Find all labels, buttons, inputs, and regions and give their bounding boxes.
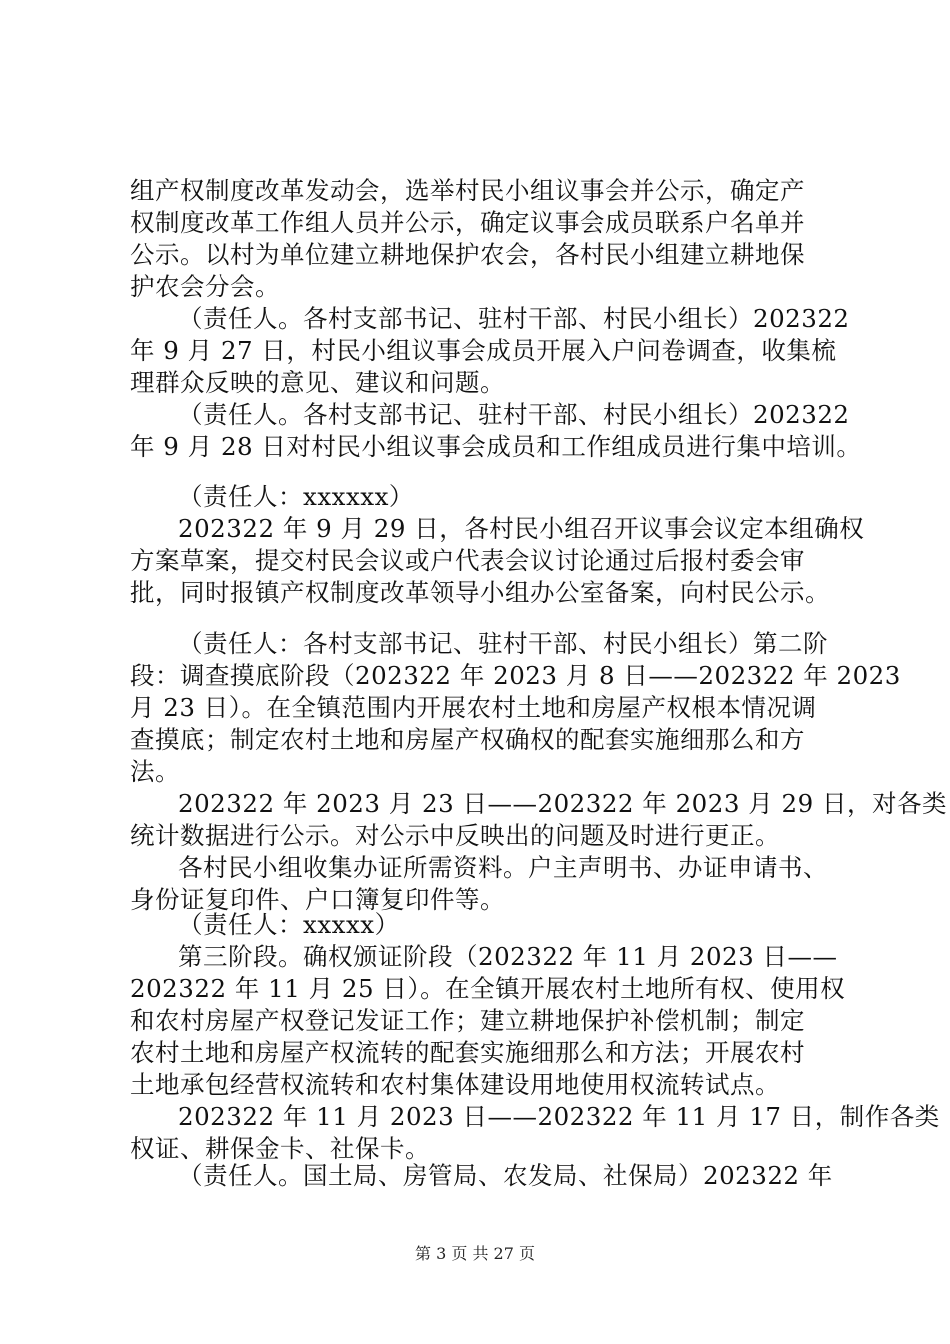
text-line: 月 23 日）。在全镇范围内开展农村土地和房屋产权根本情况调 [130, 693, 817, 722]
text-line: 和农村房屋产权登记发证工作；建立耕地保护补偿机制；制定 [130, 1006, 805, 1035]
text-line: 批，同时报镇产权制度改革领导小组办公室备案，向村民公示。 [130, 578, 830, 607]
text-line: 查摸底；制定农村土地和房屋产权确权的配套实施细那么和方 [130, 725, 805, 754]
text-line: 农村土地和房屋产权流转的配套实施细那么和方法；开展农村 [130, 1038, 805, 1067]
text-line: （责任人：xxxxx） [178, 910, 400, 939]
text-line: 权证、耕保金卡、社保卡。 [130, 1134, 430, 1163]
text-line: 年 9 月 28 日对村民小组议事会成员和工作组成员进行集中培训。 [130, 432, 862, 461]
text-line: 法。 [130, 757, 180, 786]
text-line: 权制度改革工作组人员并公示，确定议事会成员联系户名单并 [130, 208, 805, 237]
text-line: （责任人：各村支部书记、驻村干部、村民小组长）第二阶 [178, 629, 828, 658]
text-line: 身份证复印件、户口簿复印件等。 [130, 885, 505, 914]
text-line: 理群众反映的意见、建议和问题。 [130, 368, 505, 397]
text-line: 202322 年 11 月 2023 日——202322 年 11 月 17 日，制作各类 [178, 1102, 940, 1131]
text-line: （责任人。各村支部书记、驻村干部、村民小组长）202322 [178, 304, 850, 333]
text-line: 各村民小组收集办证所需资料。户主声明书、办证申请书、 [178, 853, 828, 882]
text-line: （责任人：xxxxxx） [178, 482, 414, 511]
text-line: （责任人。各村支部书记、驻村干部、村民小组长）202322 [178, 400, 850, 429]
text-line: 202322 年 11 月 25 日）。在全镇开展农村土地所有权、使用权 [130, 974, 846, 1003]
text-line: 土地承包经营权流转和农村集体建设用地使用权流转试点。 [130, 1070, 780, 1099]
text-line: 202322 年 2023 月 23 日——202322 年 2023 月 29 日，对各类 [178, 789, 947, 818]
text-line: 段：调查摸底阶段（202322 年 2023 月 8 日——202322 年 2023 [130, 661, 901, 690]
text-line: 公示。以村为单位建立耕地保护农会，各村民小组建立耕地保 [130, 240, 805, 269]
text-line: 组产权制度改革发动会，选举村民小组议事会并公示，确定产 [130, 176, 805, 205]
text-line: 202322 年 9 月 29 日，各村民小组召开议事会议定本组确权 [178, 514, 865, 543]
text-line: 方案草案，提交村民会议或户代表会议讨论通过后报村委会审 [130, 546, 805, 575]
text-line: 第三阶段。确权颁证阶段（202322 年 11 月 2023 日—— [178, 942, 838, 971]
text-line: 年 9 月 27 日，村民小组议事会成员开展入户问卷调查，收集梳 [130, 336, 837, 365]
text-line: （责任人。国土局、房管局、农发局、社保局）202322 年 [178, 1161, 833, 1190]
text-line: 护农会分会。 [130, 272, 280, 301]
text-line: 统计数据进行公示。对公示中反映出的问题及时进行更正。 [130, 821, 780, 850]
page-footer: 第 3 页 共 27 页 [415, 1244, 535, 1263]
